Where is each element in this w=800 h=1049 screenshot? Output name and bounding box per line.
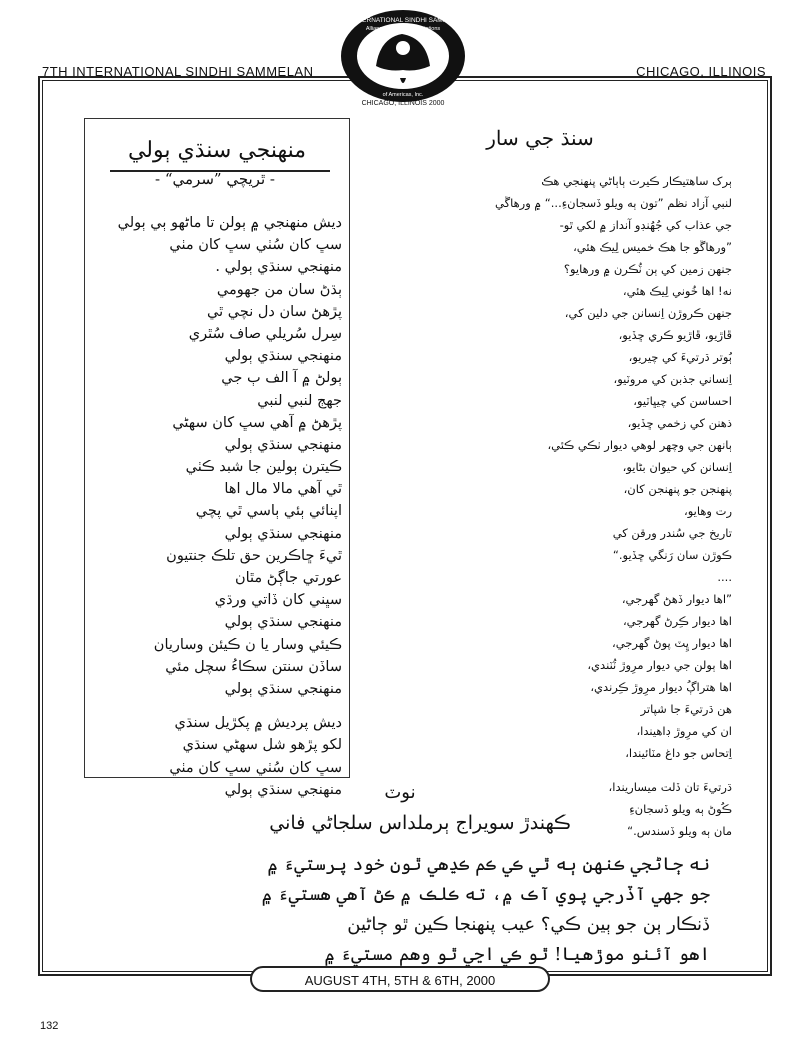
poem-line: جهڄ لنبي لنبي [257,392,342,409]
poem-line: سڀ کان سُٺي سڀ کان مٺي [169,759,342,776]
poem-line: منهنجي سنڌي ٻولي [224,680,342,697]
essay-line: ٻانهن جي وچهر لوهي ديوار ٺڪي ڪئي، [547,438,732,452]
header-right-location: CHICAGO, ILLINOIS [636,64,766,79]
essay-line: پنهنجن جو پنهنجن کان، [623,482,732,496]
poem-line: ڪيئي وسار يا ن ڪيئن وساريان [153,636,342,653]
poem-line: اپنائي ٻئي ٻاسي ٿي پچي [195,503,342,520]
essay-line: ذهنن کي زخمي ڇڏيو، [627,416,732,430]
poem-line: منهنجي سنڌي ٻولي [224,525,342,542]
essay-line: لنبي آزاد نظم ”تون ٻه ويلو ڏسجانءِ...“ ۾ ورهاڱي [495,196,732,210]
logo-bottom-text: CHICAGO, ILLINOIS 2000 [361,100,445,107]
essay-line: مان ٻه ويلو ڏسندس.“ [627,824,732,838]
essay-line: ”اها ديوار ڏهڻ گهرجي، [621,592,732,606]
essay-line: نه! اها خُوني لِيڪ هئي، [622,284,732,298]
essay-line: ڪوڙن سان رَنگي ڇڏيو.“ [612,548,732,562]
poem-line: ڪيترن ٻولين جا شبد ڪٺي [185,459,342,476]
note-lines [130,850,710,970]
poem-stanza-gap [92,700,342,712]
note-heading: نوٽ [384,782,416,803]
note-line: اهو آئنو موڙهيا! ٿو ڪي اڃي ٿو وهم مستيءَ ۾ [324,944,710,965]
poem-line: لکو پڙهو شل سهڻي سنڌي [182,737,342,754]
logo-ring-text-mid: Alliance of Sindhi Associations [365,26,441,32]
poem-lines [92,212,342,801]
essay-line: رت وهايو، [683,504,732,518]
essay-line: اها ديوار ڀِٽ پوڻ گهرجي، [611,636,732,650]
essay-line: اِنساني جذبن کي مروٽيو، [613,372,732,386]
poem-line: ٻڌڻ سان من جهومي [216,281,342,298]
note-line: ڏنڪار ٻن جو ٻين ڪي؟ عيب پنهنجا ڪين ٿو ڄاڻين [347,914,710,935]
essay-line: اها ديوار ڪِرڻ گهرجي، [622,614,732,628]
poem-line: پڙهڻ ۾ آهي سڀ کان سهڻي [172,414,342,431]
note-line: نه ڄاڻجي ڪنهن ٻه ٿي ڪي ڪم ڪڍهي ٿون خود پرستيءَ ۾ [267,854,710,875]
poem-line: ساڏن سنتن سڪاءُ سچل مئي [165,658,342,675]
essay-line: تاريخ جي سُندر ورقن کي [612,526,732,540]
poem-line: منهنجي سنڌي ٻولي [224,614,342,631]
essay-line: جي عذاب کي جُهُنڊو آنداز ۾ لکي ٿو- [559,218,732,232]
poem-line: ديش پرديش ۾ پکڙيل سنڌي [174,715,342,732]
essay-lines [424,170,732,842]
poem-line: پڙهڻ سان دل نچي ٿي [207,303,342,320]
essay-line: هن ڌرتيءَ جا شپاتر [640,702,732,716]
logo-ring-text-low: of Americas, Inc. [382,92,424,98]
essay-line: ان کي مرِوڙ ڊاهيندا، [636,724,732,738]
essay-gap [424,764,732,776]
footer-dates: AUGUST 4TH, 5TH & 6TH, 2000 [250,966,550,992]
note-signature: ڪهندڙ سويراج ٻرملداس سلجاڻي فاني [269,812,571,834]
essay-line: اِتحاس جو داغ مٽائيندا، [625,746,732,760]
poem-line: سڀني کان ڏاتي ورڌي [214,592,342,609]
poem-line: سِرل سُريلي صاف سُٿري [188,325,342,342]
essay-line: .... [717,570,732,584]
poem-line: منهنجي سنڌي ٻولي . [215,259,342,276]
sammelan-logo [340,8,466,108]
page-number: 132 [40,1020,59,1032]
poem-line: سڀ کان سُٺي سڀ کان مٺي [169,237,342,254]
poem-title: منهنجي سنڌي ٻولي [127,138,307,163]
logo-ring-text-top: 7th INTERNATIONAL SINDHI SAMMELAN [340,17,466,24]
poem-line: عورتي جاڳڻ مٿان [234,570,342,586]
header-left-title: 7TH INTERNATIONAL SINDHI SAMMELAN [42,64,314,79]
essay-line: احساسن کي چيڀاٽيو، [633,394,732,408]
essay-title: سنڌ جي سار [486,126,594,150]
poem-line: ٻولڻ ۾ آ الف ٻ جي [221,370,342,387]
poem-line: ٿي آهي مالا مال اها [224,481,342,498]
poem-line: منهنجي سنڌي ٻولي [224,348,342,365]
poem-line: ٿيءَ ڇاڪرين حق تلڪ جنتيون [166,547,342,564]
essay-line: ڦاڙيو، ڦاڙيو ڪري ڇڏيو، [618,328,732,342]
essay-line: اِنسانن کي حيوان بڻايو، [622,460,732,474]
essay-line: ڪُوڻ ٻه ويلو ڏسجانءِ [629,802,732,816]
essay-line: جنهن زمين کي ٻن ٽُڪرن ۾ ورهايو؟ [563,262,732,276]
essay-line: جنهن ڪروڙن اِنسانن جي دلين کي، [564,306,732,320]
essay-line: اها ٻولن جي ديوار مرِوڙ ٽُٽندي، [587,658,732,672]
essay-line: ٻُوتر ڌرتيءَ کي چيريو، [628,350,732,364]
essay-line: ٻرک ساھتيڪار ڪيرت ٻاٻاڻي پنهنجي هڪ [541,174,732,188]
poem-line: ديش منهنجي ۾ ٻولن تا ماڻهو ٻي ٻولي [117,215,342,231]
essay-line: ”ورهاڱو جا هڪ خميس لِيڪ هئي، [573,240,732,254]
poem-author: - ٿريچي ”سرمي“ - [155,170,275,188]
essay-line: اها هتراڳُ ديوار مرِوڙ ڪِرندي، [590,680,732,694]
poem-line: منهنجي سنڌي ٻولي [224,781,342,798]
essay-line: ڌرتيءَ تان ڏلت ميساريندا، [608,780,732,794]
poem-line: منهنجي سنڌي ٻولي [224,436,342,453]
note-line: جو جهي آڏرجي پوي آڪ ۾، ته ڪلڪ ۾ ڪڻ آهي هستيءَ ۾ [261,884,710,905]
